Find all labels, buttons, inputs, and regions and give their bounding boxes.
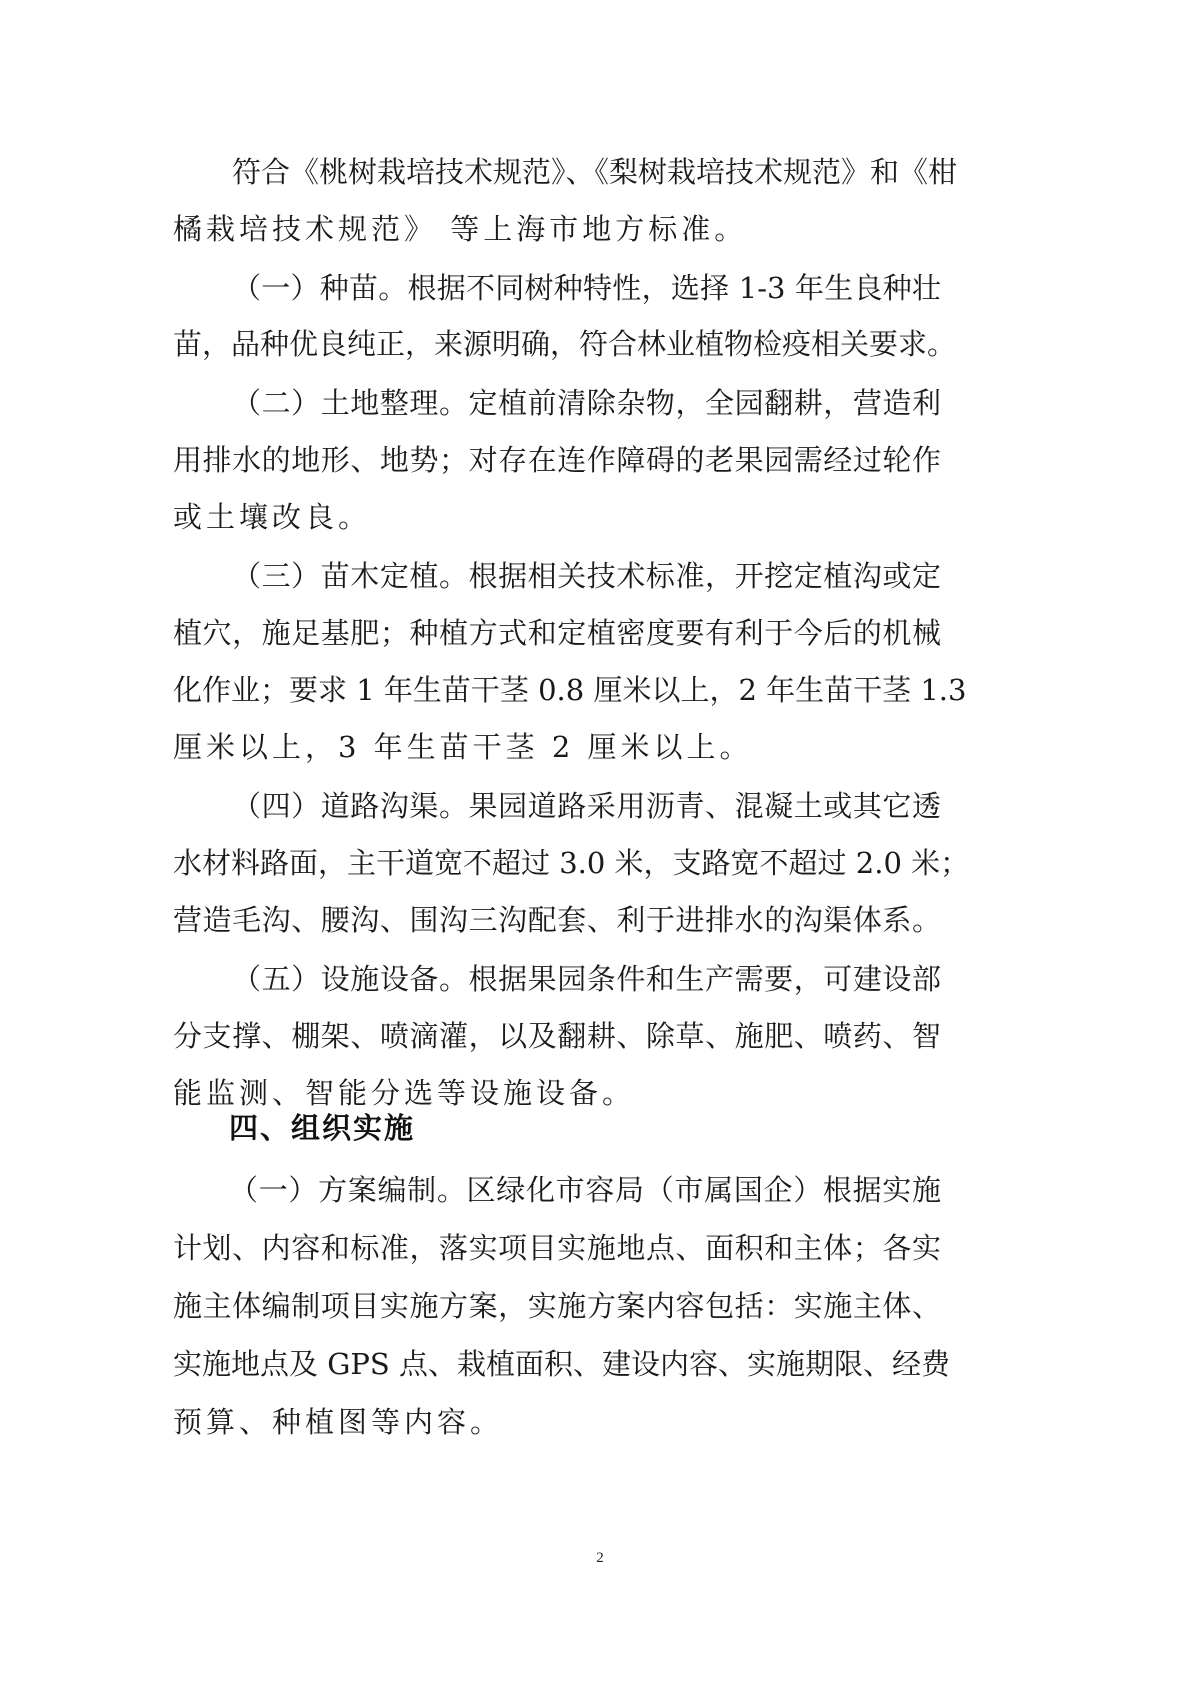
paragraph-line: 预算、种植图等内容。 — [173, 1405, 504, 1439]
paragraph-line: 植穴，施足基肥；种植方式和定植密度要有利于今后的机械 — [173, 616, 941, 650]
paragraph-line: 或土壤改良。 — [173, 500, 372, 534]
paragraph-line: 实施地点及 GPS 点、栽植面积、建设内容、实施期限、经费 — [173, 1347, 950, 1381]
paragraph-line: 厘米以上，3 年生苗干茎 2 厘米以上。 — [173, 730, 753, 764]
paragraph-line: 水材料路面，主干道宽不超过 3.0 米，支路宽不超过 2.0 米； — [173, 846, 970, 880]
paragraph-line: （四）道路沟渠。果园道路采用沥青、混凝土或其它透 — [232, 789, 941, 823]
paragraph-line: 橘栽培技术规范》 等上海市地方标准。 — [173, 212, 748, 246]
paragraph-line: （五）设施设备。根据果园条件和生产需要，可建设部 — [232, 962, 941, 996]
paragraph-line: 计划、内容和标准，落实项目实施地点、面积和主体；各实 — [173, 1231, 941, 1265]
paragraph-line: （一）种苗。根据不同树种特性，选择 1-3 年生良种壮 — [232, 271, 941, 305]
paragraph-line: （一）方案编制。区绿化市容局（市属国企）根据实施 — [229, 1173, 941, 1207]
paragraph-line: （二）土地整理。定植前清除杂物，全园翻耕，营造利 — [232, 386, 941, 420]
paragraph-line: 分支撑、棚架、喷滴灌，以及翻耕、除草、施肥、喷药、智 — [173, 1019, 941, 1053]
page-number: 2 — [596, 1550, 604, 1566]
paragraph-line: 营造毛沟、腰沟、围沟三沟配套、利于进排水的沟渠体系。 — [173, 903, 941, 937]
paragraph-line: 施主体编制项目实施方案，实施方案内容包括：实施主体、 — [173, 1289, 941, 1323]
paragraph-line: 能监测、智能分选等设施设备。 — [173, 1076, 636, 1110]
paragraph-line: （三）苗木定植。根据相关技术标准，开挖定植沟或定 — [232, 559, 941, 593]
section-heading: 四、组织实施 — [229, 1111, 416, 1145]
paragraph-line: 用排水的地形、地势；对存在连作障碍的老果园需经过轮作 — [173, 443, 941, 477]
paragraph-line: 苗，品种优良纯正，来源明确，符合林业植物检疫相关要求。 — [173, 327, 957, 361]
paragraph-line: 化作业；要求 1 年生苗干茎 0.8 厘米以上，2 年生苗干茎 1.3 — [173, 673, 967, 707]
paragraph-line: 符合《桃树栽培技术规范》、《梨树栽培技术规范》和《柑 — [232, 155, 958, 189]
